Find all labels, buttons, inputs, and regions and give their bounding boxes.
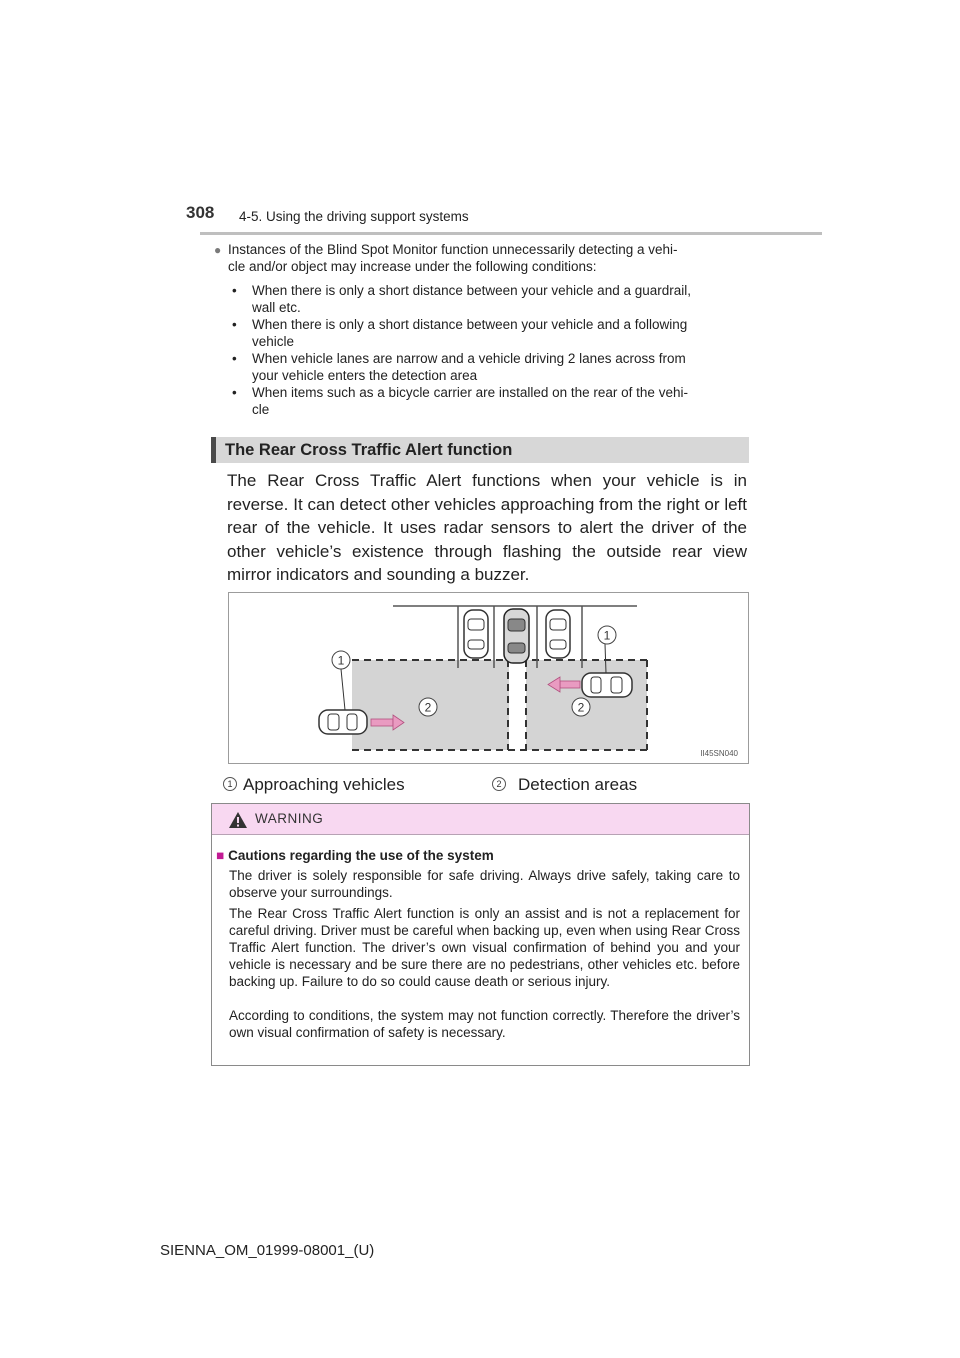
rcta-diagram-svg [229, 593, 748, 763]
caution-marker-icon: ■ [216, 848, 225, 863]
condition-4: When items such as a bicycle carrier are installed on the rear of the vehi- cle [252, 385, 688, 417]
legend-1-label: Approaching vehicles [243, 775, 405, 794]
condition-1: When there is only a short distance between your vehicle and a guardrail, wall etc. [252, 283, 692, 315]
warning-para-2: The Rear Cross Traffic Alert function is only an assist and is not a replacement for careful driving. Driver must be careful when backing up, even when using Rear Cross Traffic Alert function. The driver’s own visual confirmation of behind you and your vehicle is necessary and be sure there are no pedestrians, other vehicles etc. before backing up. Failure to do so could cause death or serious injury. [229, 906, 740, 989]
warning-box [211, 803, 750, 1066]
callout-2-right: 2 [577, 700, 585, 715]
legend-1-number: 1 [223, 777, 237, 791]
legend-2-label: Detection areas [518, 775, 638, 794]
note-intro-line2: cle and/or object may increase under the following conditions: [228, 259, 597, 274]
legend-2-number: 2 [492, 777, 506, 791]
page-number: 308 [186, 203, 215, 222]
condition-2: When there is only a short distance between your vehicle and a following vehicle [252, 317, 688, 349]
section-title: 4-5. Using the driving support systems [239, 209, 469, 224]
own-vehicle-icon [504, 609, 529, 663]
approaching-vehicle-left-icon [319, 710, 367, 734]
caution-title [216, 848, 494, 863]
note-intro-line1: Instances of the Blind Spot Monitor function unnecessarily detecting a vehi- [228, 242, 678, 257]
list-item: • When there is only a short distance between your vehicle and a guardrail, wall etc. [232, 283, 692, 315]
callout-2-left: 2 [424, 700, 432, 715]
header-rule [200, 232, 822, 235]
footer-doc-id: SIENNA_OM_01999-08001_(U) [160, 1242, 375, 1259]
list-item: • When vehicle lanes are narrow and a vehicle driving 2 lanes across from your vehicle enters the detection area [232, 351, 686, 383]
condition-list [228, 282, 750, 418]
note-intro [214, 241, 750, 275]
warning-triangle-icon [228, 811, 248, 829]
parked-car-icon [464, 610, 488, 658]
list-item: • When there is only a short distance between your vehicle and a following vehicle [232, 317, 688, 349]
warning-label: WARNING [255, 811, 324, 826]
caution-title-text: Cautions regarding the use of the system [228, 848, 494, 863]
callout-1-right: 1 [603, 628, 611, 643]
approaching-vehicle-right-icon [582, 673, 632, 697]
parked-car-icon [546, 610, 570, 658]
rcta-paragraph: The Rear Cross Traffic Alert functions when your vehicle is in reverse. It can detect other vehicles approaching from the right or left rear of the vehicle. It uses radar sensors to alert the driver of the other vehicle’s existence through flashing the outside rear view mirror indicators and sounding a buzzer. [227, 471, 747, 584]
figure-id: II45SN040 [700, 749, 738, 758]
warning-para-3: According to conditions, the system may not function correctly. Therefore the driver’s own visual confirmation of safety is necessary. [229, 1008, 740, 1040]
list-item: • When items such as a bicycle carrier are installed on the rear of the vehi- cle [232, 385, 688, 417]
warning-header [212, 804, 749, 835]
rcta-diagram [228, 592, 749, 764]
note-bullet-icon: ● [214, 243, 222, 257]
condition-3: When vehicle lanes are narrow and a vehicle driving 2 lanes across from your vehicle enters the detection area [252, 351, 686, 383]
warning-para-1: The driver is solely responsible for safe driving. Always drive safely, taking care to observe your surroundings. [229, 868, 740, 900]
callout-1-left: 1 [337, 653, 345, 668]
rcta-heading-bar [211, 437, 749, 463]
warning-body [212, 834, 749, 1065]
rcta-heading: The Rear Cross Traffic Alert function [225, 441, 513, 459]
